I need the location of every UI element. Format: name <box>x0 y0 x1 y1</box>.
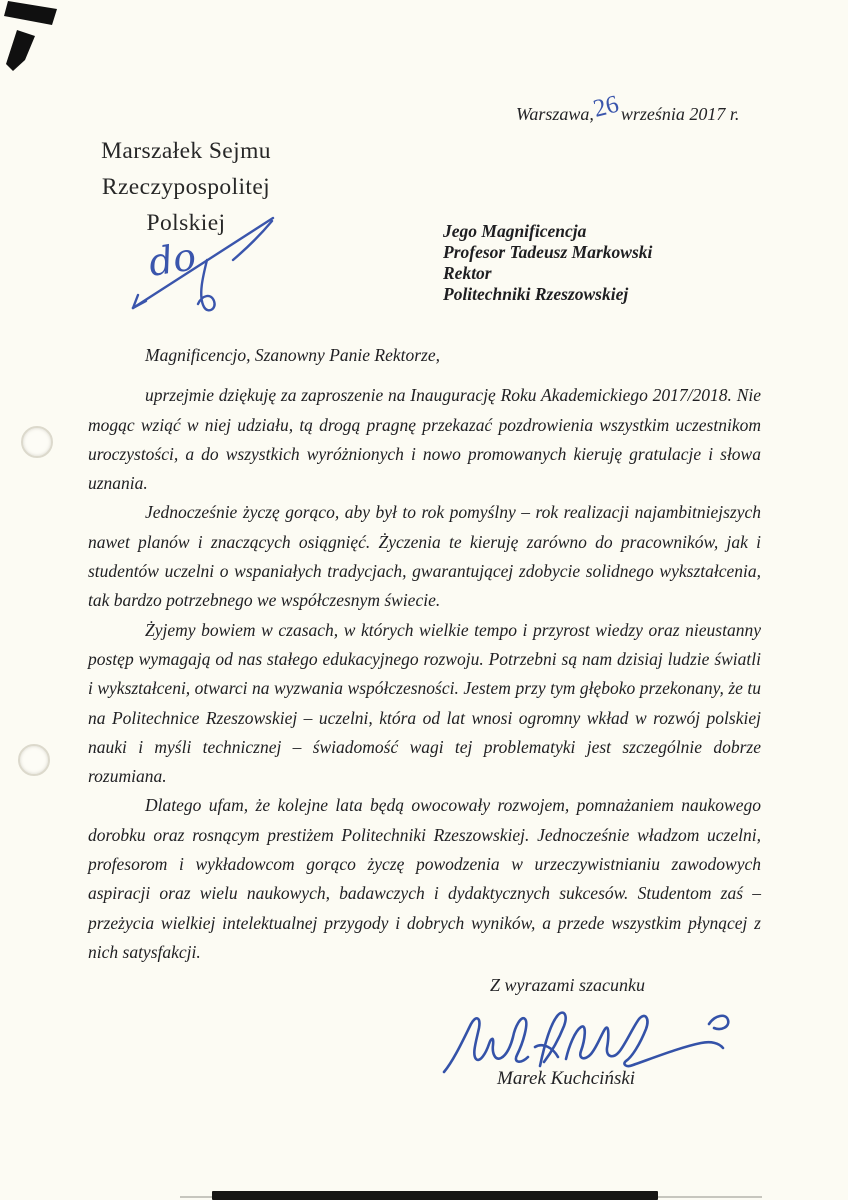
recipient-honorific: Jego Magnificencja <box>443 221 587 241</box>
handwritten-do-annotation <box>115 208 285 326</box>
body-paragraph-3: Żyjemy bowiem w czasach, w których wielkie tempo i przyrost wiedzy oraz nieustanny postęp wymagają od nas stałego edukacyjnego rozwoju. Potrzebni są nam dzisiaj ludzie światli i wykształceni, otwarci na wyzwania współczesności. Jestem przy tym głęboko przekonany, że tu na Politechnice Rzeszowskiej – uczelni, która od lat wnosi ogromny wkład w rozwój polskiej nauki i myśli technicznej – świadomość wagi tej problematyki jest szczególnie dobrze rozumiana. <box>88 619 761 787</box>
body-paragraph-1: uprzejmie dziękuję za zaproszenie na Inaugurację Roku Akademickiego 2017/2018. Nie mogąc wziąć w niej udziału, tą drogą pragnę przekazać pozdrowienia wszystkim uczestnikom uroczystości, a do wszystkich wyróżnionych i nowo promowanych kieruję gratulacje i słowa uznania. <box>88 385 761 494</box>
recipient-institution: Politechniki Rzeszowskiej <box>443 284 629 304</box>
scan-artifact-corner-marks <box>0 0 64 78</box>
letterhead-line1: Marszałek Sejmu <box>101 138 271 164</box>
salutation: Magnificencjo, Szanowny Panie Rektorze, <box>145 345 440 365</box>
recipient-name: Profesor Tadeusz Markowski <box>443 242 653 262</box>
handwritten-day: 26 <box>590 90 622 123</box>
signer-name: Marek Kuchciński <box>497 1068 636 1089</box>
scan-artifact-bottom-bar <box>212 1191 658 1200</box>
date-rest: września 2017 r. <box>620 104 740 124</box>
letter-body <box>88 341 761 967</box>
recipient-block <box>443 221 652 305</box>
letterhead-line2: Rzeczypospolitej Polskiej <box>101 174 271 236</box>
recipient-title: Rektor <box>443 263 492 283</box>
date-city: Warszawa, <box>516 104 594 124</box>
hole-punch-top <box>21 426 53 458</box>
date-line <box>516 90 776 125</box>
body-paragraph-2: Jednocześnie życzę gorąco, aby był to rok pomyślny – rok realizacji najambitniejszych nawet planów i znaczących osiągnięć. Życzenia te kieruję zarówno do pracowników, jak i studentów uczelni o wspaniałych tradycjach, gwarantującej zdobycie solidnego wykształcenia, tak bardzo potrzebnego we współczesnym świecie. <box>88 502 761 611</box>
closing-phrase: Z wyrazami szacunku <box>490 975 646 995</box>
handwritten-do-text: do <box>145 234 200 285</box>
body-paragraph-4: Dlatego ufam, że kolejne lata będą owocowały rozwojem, pomnażaniem naukowego dorobku oraz rosnącym prestiżem Politechniki Rzeszowskiej. Jednocześnie władzom uczelni, profesorom i wykładowcom gorąco życzę powodzenia w urzeczywistnianiu zawodowych aspiracji oraz wielu naukowych, badawczych i dydaktycznych sukcesów. Studentom zaś – przeżycia wielkiej intelektualnej przygody i dobrych wyników, a przede wszystkim płynącej z nich satysfakcji. <box>88 795 761 962</box>
hole-punch-bottom <box>18 744 50 776</box>
